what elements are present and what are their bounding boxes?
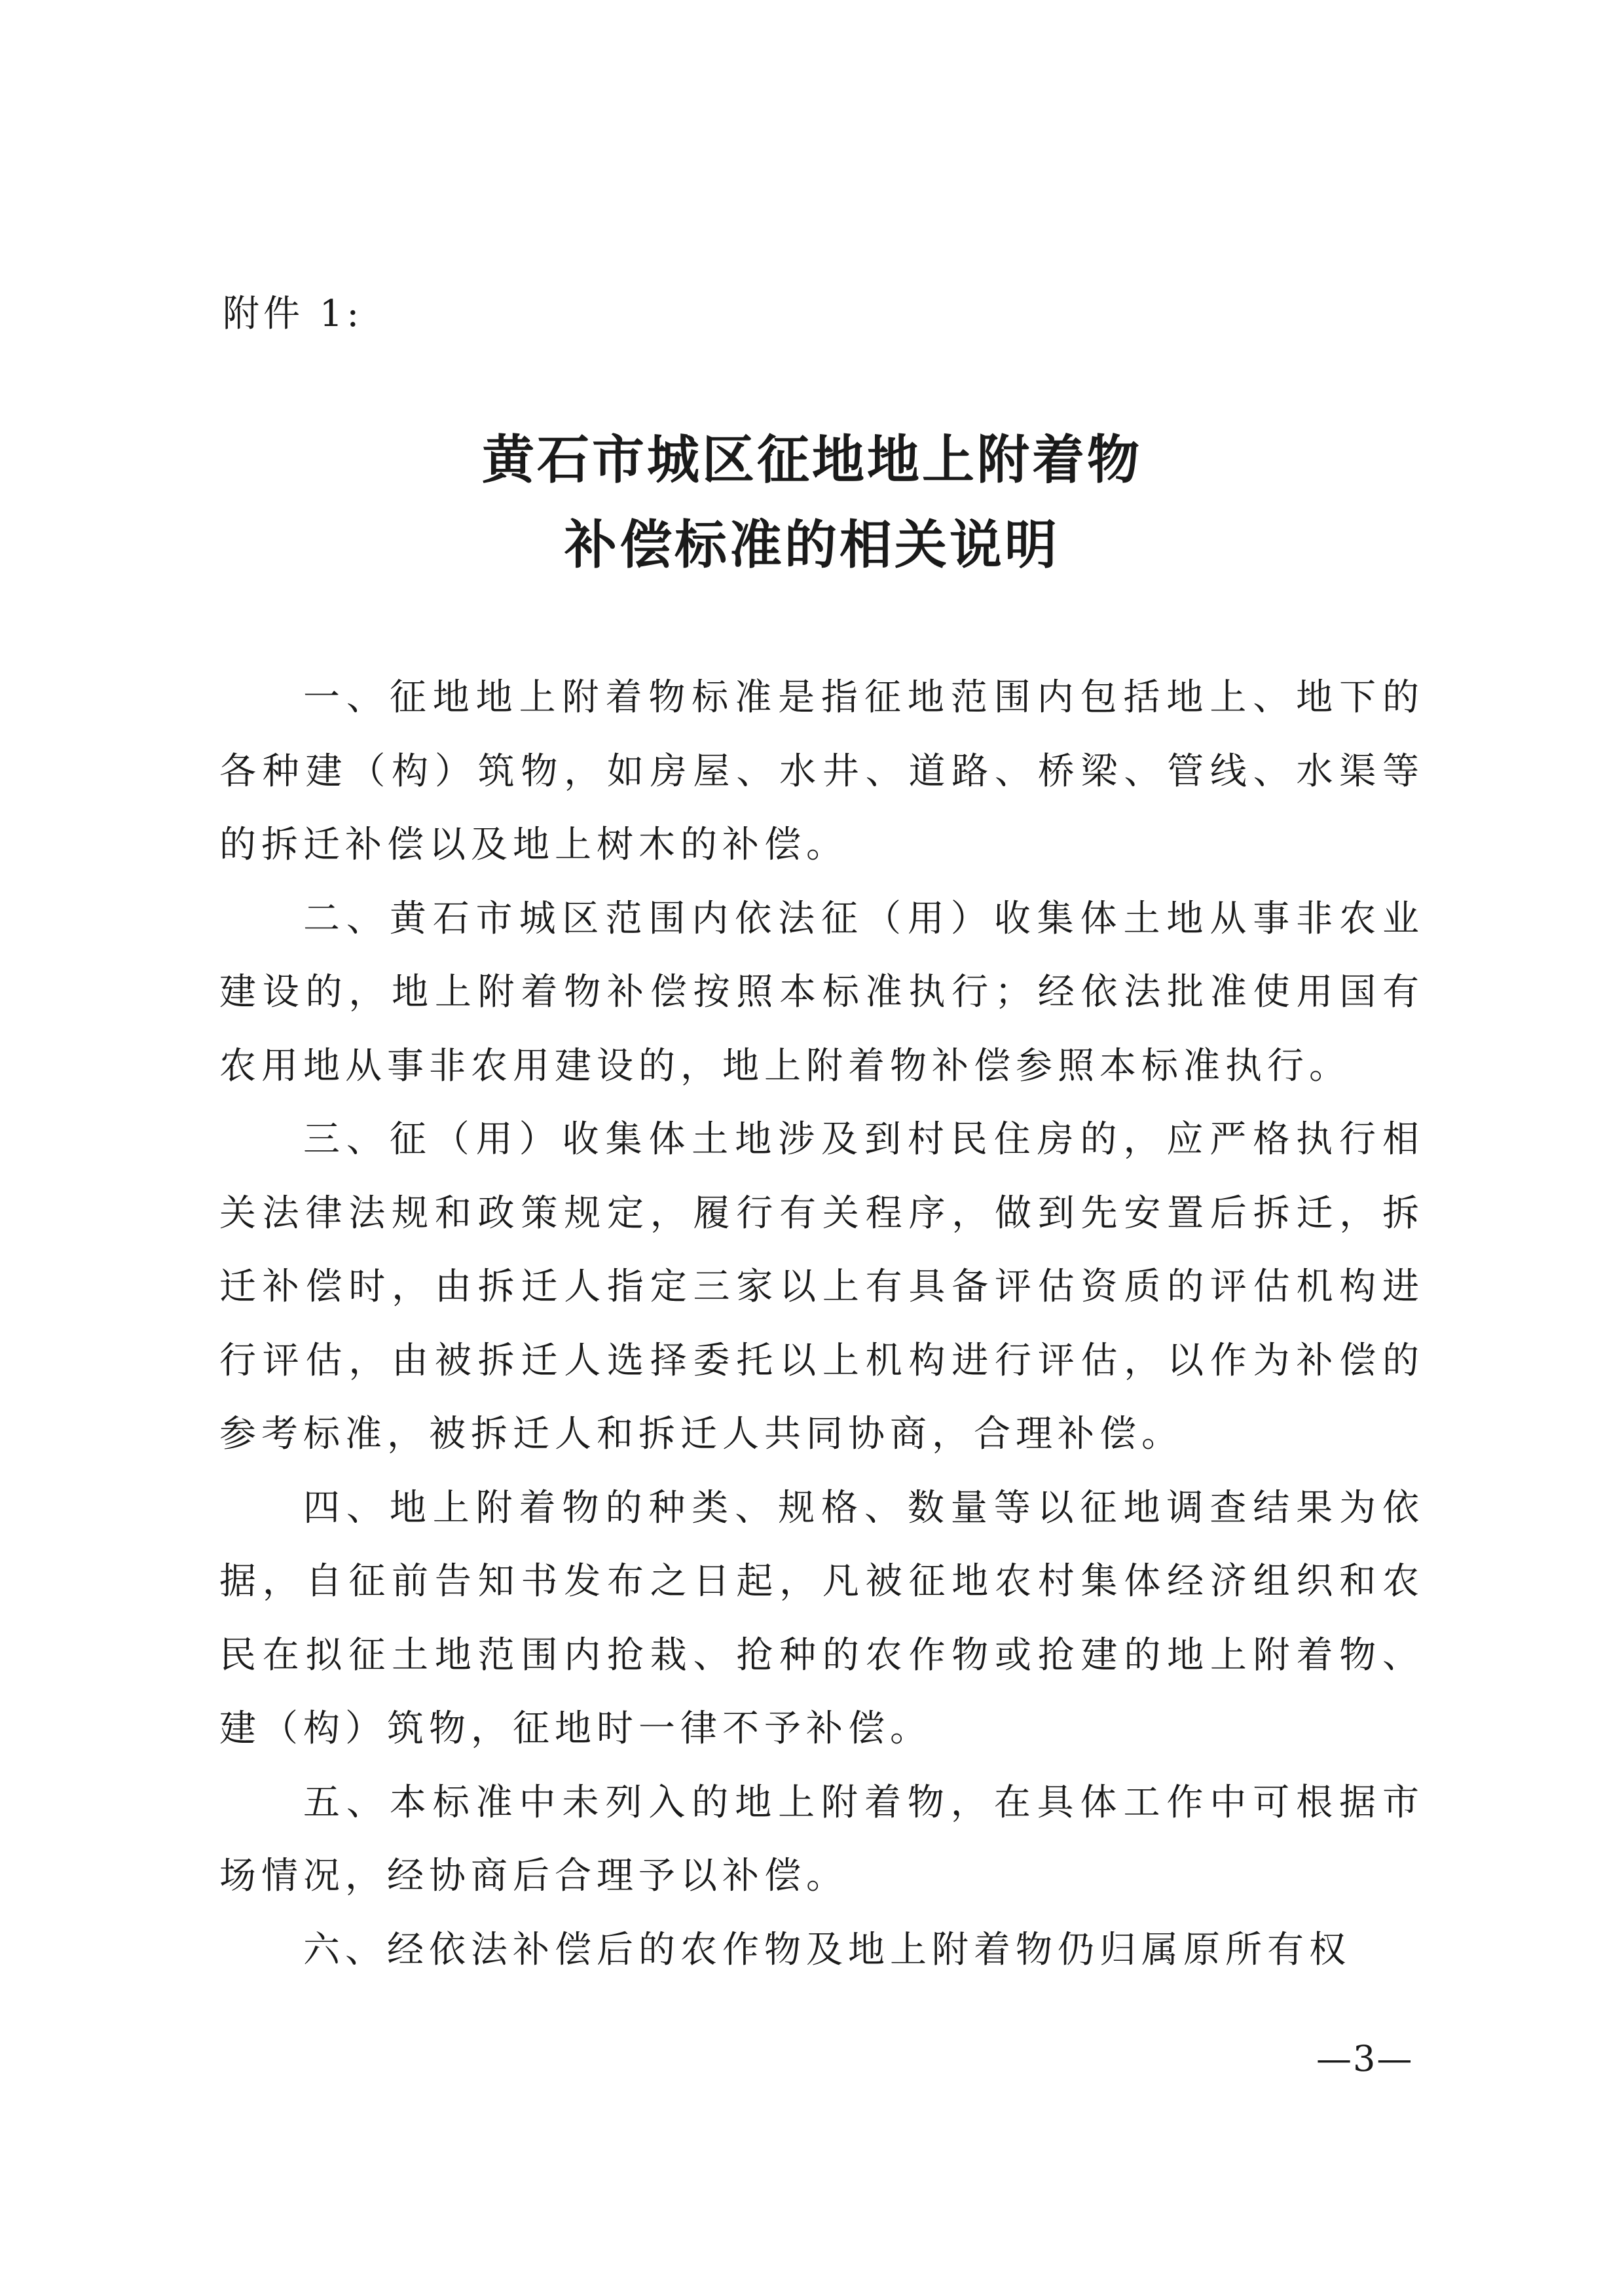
paragraph-4: 四、地上附着物的种类、规格、数量等以征地调查结果为依据，自征前告知书发布之日起，凡被征地农村集体经济组织和农民在拟征土地范围内抢栽、抢种的农作物或抢建的地上附着物、建（构）筑物，征地时一律不予补偿。 [219, 1486, 1424, 1750]
paragraph-2: 二、黄石市城区范围内依法征（用）收集体土地从事非农业建设的，地上附着物补偿按照本标准执行；经依法批准使用国有农用地从事非农用建设的，地上附着物补偿参照本标准执行。 [219, 897, 1424, 1087]
paragraph-3: 三、征（用）收集体土地涉及到村民住房的，应严格执行相关法律法规和政策规定，履行有关程序，做到先安置后拆迁，拆迁补偿时，由拆迁人指定三家以上有具备评估资质的评估机构进行评估，由被拆迁人选择委托以上机构进行评估，以作为补偿的参考标准，被拆迁人和拆迁人共同协商，合理补偿。 [219, 1118, 1424, 1455]
document-title-line-1: 黄石市城区征地地上附着物 [482, 429, 1142, 490]
attachment-label: 附件 1: [223, 293, 363, 335]
paragraph-1: 一、征地地上附着物标准是指征地范围内包括地上、地下的各种建（构）筑物，如房屋、水井、道路、桥梁、管线、水渠等的拆迁补偿以及地上树木的补偿。 [219, 676, 1424, 866]
paragraph-6: 六、经依法补偿后的农作物及地上附着物仍归属原所有权 [303, 1928, 1351, 1971]
document-title-line-2: 补偿标准的相关说明 [564, 514, 1060, 575]
document-body [219, 661, 1424, 1987]
paragraph-5: 五、本标准中未列入的地上附着物，在具体工作中可根据市场情况，经协商后合理予以补偿。 [219, 1781, 1424, 1897]
page-number: —3— [1316, 2038, 1414, 2079]
